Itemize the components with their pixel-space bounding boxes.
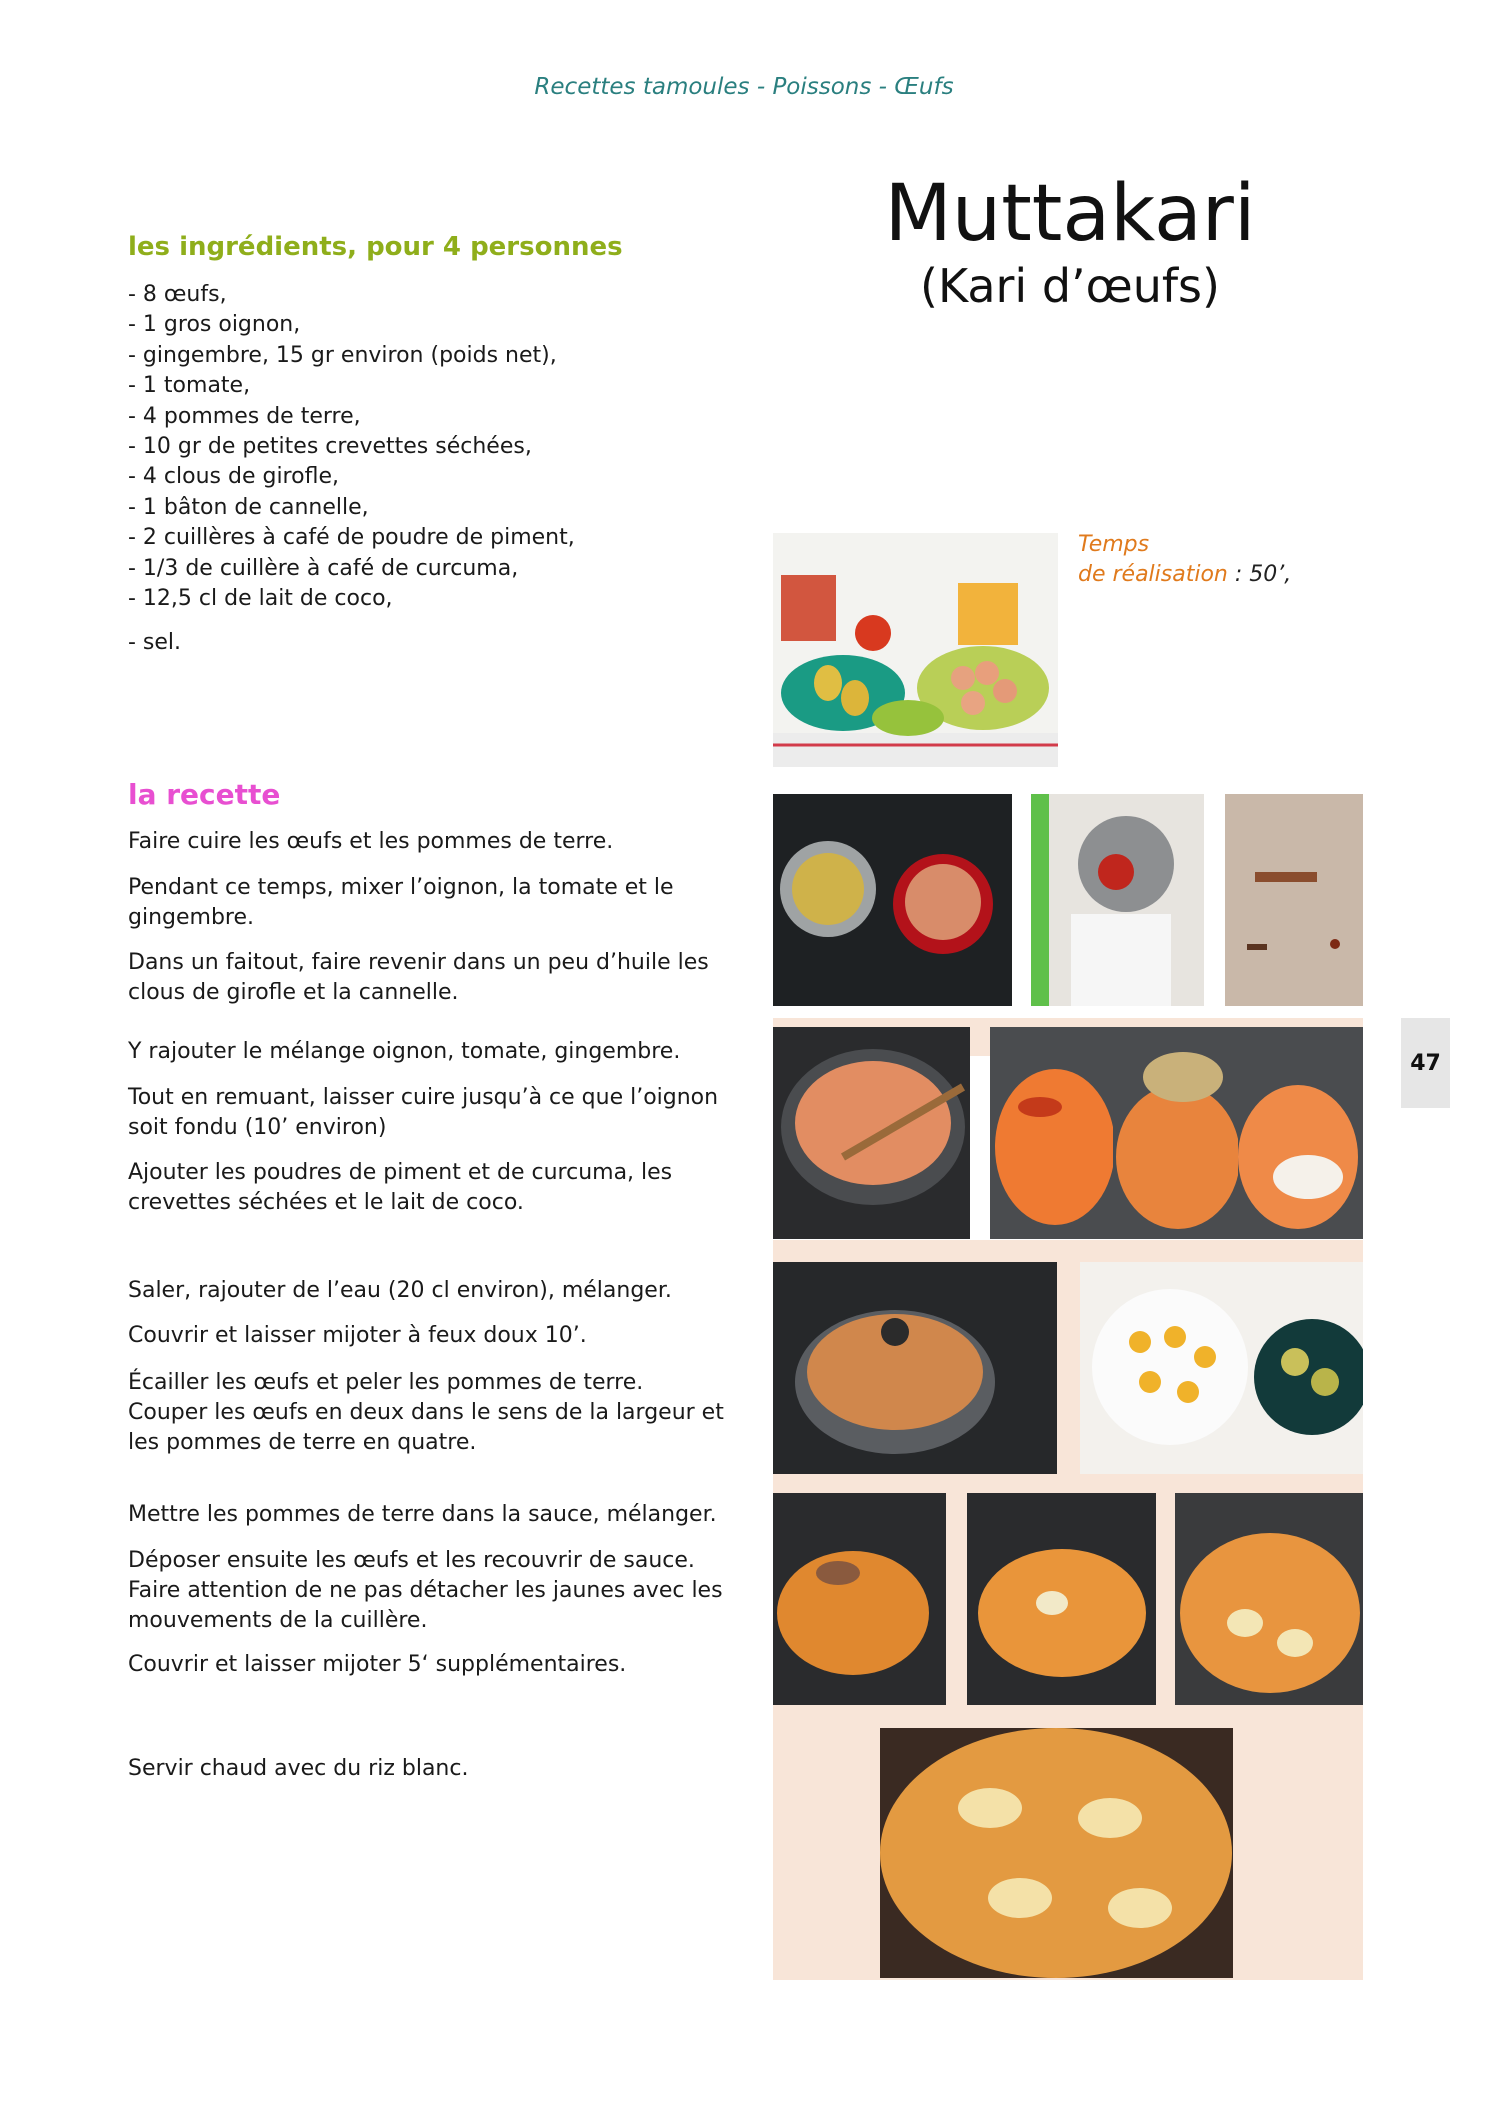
- ingredients-photo: [773, 533, 1058, 767]
- ingredient-item: - 12,5 cl de lait de coco,: [128, 586, 393, 612]
- ingredient-item: - 4 pommes de terre,: [128, 403, 361, 429]
- recipe-step: Ajouter les poudres de piment et de curcuma, les crevettes séchées et le lait de coco.: [128, 1160, 673, 1215]
- recipe-step: Couvrir et laisser mijoter 5‘ supplémentaires.: [128, 1652, 627, 1677]
- ingredient-item: - 2 cuillères à café de poudre de piment,: [128, 525, 575, 551]
- prep-time-label-line1: Temps: [1078, 532, 1150, 557]
- boiling-pots-photo: [773, 794, 1012, 1006]
- page-number-tab: [1401, 1018, 1450, 1108]
- recipe-subtitle: (Kari d’œufs): [920, 259, 1220, 313]
- peeled-eggs-potatoes-photo: [1080, 1262, 1363, 1474]
- frying-onion-photo: [773, 1027, 970, 1239]
- recipe-step: Y rajouter le mélange oignon, tomate, gingembre.: [128, 1039, 681, 1064]
- recipe-step: Saler, rajouter de l’eau (20 cl environ), mélanger.: [128, 1278, 672, 1303]
- ingredient-item: - 4 clous de girofle,: [128, 464, 339, 490]
- recipe-step: Déposer ensuite les œufs et les recouvrir de sauce. Faire attention de ne pas détacher les jaunes avec les mouvements de la cuillère.: [128, 1548, 723, 1633]
- prep-time-value: : 50’,: [1227, 562, 1292, 587]
- ingredient-item: - 1/3 de cuillère à café de curcuma,: [128, 555, 519, 581]
- placing-eggs-photo: [967, 1493, 1156, 1705]
- ingredients-list: [128, 280, 708, 659]
- recipe-step: Tout en remuant, laisser cuire jusqu’à ce que l’oignon soit fondu (10’ environ): [128, 1085, 719, 1140]
- dried-shrimp-photo: [1113, 1027, 1238, 1239]
- covered-pot-photo: [773, 1262, 1057, 1474]
- coconut-milk-photo: [1238, 1027, 1363, 1239]
- recipe-step: Dans un faitout, faire revenir dans un peu d’huile les clous de girofle et la cannelle.: [128, 950, 709, 1005]
- page-number: 47: [1410, 1050, 1441, 1076]
- recipe-heading: la recette: [128, 778, 281, 811]
- ingredient-item: - 8 œufs,: [128, 282, 227, 307]
- ingredient-item: - gingembre, 15 gr environ (poids net),: [128, 342, 557, 368]
- ingredient-item: - 1 bâton de cannelle,: [128, 494, 369, 520]
- chili-powder-photo: [990, 1027, 1113, 1239]
- recipe-step: Faire cuire les œufs et les pommes de terre.: [128, 829, 614, 854]
- adding-potatoes-photo: [773, 1493, 946, 1705]
- recipe-step: Mettre les pommes de terre dans la sauce, mélanger.: [128, 1502, 717, 1527]
- ingredient-item: - sel.: [128, 630, 182, 656]
- ingredient-item: - 1 tomate,: [128, 373, 251, 399]
- running-head: Recettes tamoules - Poissons - Œufs: [534, 74, 954, 100]
- recipe-step: Couvrir et laisser mijoter à feux doux 10’.: [128, 1323, 587, 1348]
- covering-eggs-photo: [1175, 1493, 1363, 1705]
- spices-photo: [1225, 794, 1363, 1006]
- recipe-step: Servir chaud avec du riz blanc.: [128, 1756, 469, 1781]
- ingredient-item: - 1 gros oignon,: [128, 312, 301, 338]
- ingredients-heading: les ingrédients, pour 4 personnes: [128, 232, 623, 262]
- prep-time-label-line2: de réalisation: [1078, 562, 1228, 587]
- prep-time: [1078, 530, 1291, 590]
- recipe-step: Pendant ce temps, mixer l’oignon, la tomate et le gingembre.: [128, 875, 674, 930]
- recipe-title: Muttakari: [884, 169, 1256, 259]
- finished-dish-photo: [880, 1728, 1233, 1978]
- mixer-photo: [1031, 794, 1204, 1006]
- recipe-step: Écailler les œufs et peler les pommes de terre. Couper les œufs en deux dans le sens de la largeur et les pommes de terre en quatre.: [128, 1370, 724, 1455]
- ingredient-item: - 10 gr de petites crevettes séchées,: [128, 434, 532, 460]
